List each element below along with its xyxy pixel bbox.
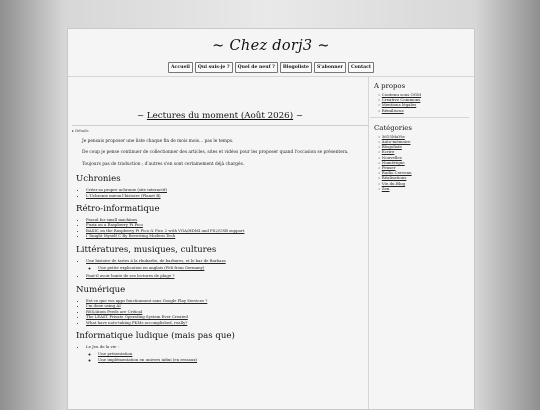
list-item xyxy=(86,258,368,271)
article-link[interactable]: Une présentation xyxy=(98,351,133,357)
sidebar-link[interactable]: Rémiliscus xyxy=(381,107,404,113)
site-title[interactable]: ~ Chez dorj3 ~ xyxy=(212,38,330,54)
sidebar-item: » Rémiliscus xyxy=(378,107,404,113)
sidebar-divider xyxy=(370,117,469,118)
list-item xyxy=(86,193,368,198)
nav-blogoliste-button[interactable]: Blogoliste xyxy=(280,62,312,73)
category-link[interactable]: Nouvelles xyxy=(381,154,402,160)
sidebar-link[interactable]: Mentions légales xyxy=(381,102,417,108)
sub-list xyxy=(86,351,368,362)
article-link[interactable]: Créer sa propre uchronie (site interactif) xyxy=(86,187,167,193)
article-link[interactable]: What have note-taking PKMs accomplished, really? xyxy=(86,319,188,325)
nav-contact-button[interactable]: Contact xyxy=(348,62,374,73)
main-content xyxy=(68,77,369,409)
sidebar-item: » Écrire xyxy=(378,149,395,155)
sidebar-item: » Creative Commons xyxy=(378,97,421,103)
article-link[interactable]: The LEAST Private Operating System Ever Created xyxy=(86,314,188,320)
sidebar-item: » Numérique xyxy=(378,159,405,165)
divider xyxy=(72,125,368,126)
post-intro xyxy=(82,139,368,168)
link-list xyxy=(72,187,368,198)
category-link[interactable]: Réalisations xyxy=(381,175,407,181)
link-list xyxy=(72,217,368,239)
page-container xyxy=(67,28,475,410)
category-link[interactable]: Zen xyxy=(381,185,390,191)
sub-list-item xyxy=(98,357,368,362)
category-link[interactable]: Auto-mémoire xyxy=(381,139,411,145)
sidebar-list-categories xyxy=(374,134,469,191)
sidebar-list-apropos xyxy=(374,92,469,113)
section-heading-numerique: Numérique xyxy=(76,284,126,295)
post-title-suffix: ~ xyxy=(295,111,304,121)
intro-paragraph: Je pensais proposer une liste chaque fin de mois mois... pas le temps. xyxy=(82,139,234,144)
sub-list-item xyxy=(98,265,368,270)
article-link[interactable]: Fuzix on a Raspberry Pi Pico xyxy=(86,222,143,228)
sidebar-item: » Contenu sous OGM xyxy=(378,92,422,97)
category-link[interactable]: Radio.Cerveau xyxy=(381,170,412,176)
category-link[interactable]: 3615MaVie xyxy=(381,133,405,139)
category-link[interactable]: Écrire xyxy=(381,149,395,155)
sidebar-item: » Auto-mémoire xyxy=(378,139,411,145)
intro-paragraph: Toujours pas de traduction ; d'autres s'en sont certainement déjà chargés. xyxy=(82,161,245,167)
category-link[interactable]: Penser xyxy=(381,165,396,171)
category-link[interactable]: Numérique xyxy=(381,159,405,165)
sidebar-link[interactable]: Contenu sous OGM xyxy=(381,92,422,97)
sidebar xyxy=(374,77,469,191)
article-link[interactable]: Une petite explication en anglais (Feli from Germany) xyxy=(98,265,205,271)
article-link[interactable]: Est-ce que vos apps fonctionnent sans Google Play Services ? xyxy=(86,297,208,303)
article-link[interactable]: Faut-il avoir honte de ses lectures de plage ? xyxy=(86,273,175,279)
article-link[interactable]: I Taught Myself C By Reverting Modern Tech xyxy=(86,233,176,239)
sidebar-heading-apropos: A propos xyxy=(374,82,406,90)
sidebar-item: » Penser xyxy=(378,165,396,171)
link-list xyxy=(72,298,368,325)
details-toggle[interactable]: ▸ Détails xyxy=(72,128,89,133)
section-heading-uchronies: Uchronies xyxy=(76,174,121,185)
nav-accueil-button[interactable]: Accueil xyxy=(168,62,193,73)
nav-quel-de-neuf-button[interactable]: Quel de neuf ? xyxy=(235,62,278,73)
section-heading-retro-informatique: Rétro-informatique xyxy=(76,204,160,215)
category-link[interactable]: Blogoliste xyxy=(381,144,402,150)
article-link[interactable]: I'm done using AI xyxy=(86,303,121,309)
article-link[interactable]: L'Uchronie mieux l'histoire (Planet B) xyxy=(86,192,161,198)
section-heading-litteratures: Littératures, musiques, cultures xyxy=(76,244,217,255)
link-list xyxy=(72,344,368,362)
sidebar-item: » Blogoliste xyxy=(378,144,402,150)
sidebar-item: » 3615MaVie xyxy=(378,133,405,139)
nav-sabonner-button[interactable]: S'abonner xyxy=(314,62,346,73)
sidebar-heading-categories: Catégories xyxy=(374,123,412,132)
list-item xyxy=(86,320,368,325)
sub-list xyxy=(86,265,368,270)
sidebar-item: » Mentions légales xyxy=(378,102,417,108)
sidebar-link[interactable]: Creative Commons xyxy=(381,97,421,103)
article-link[interactable]: Une histoire de tartes à la rhubarbe, de barbares, et le bar de Barbara xyxy=(86,257,226,263)
sidebar-item: » Radio.Cerveau xyxy=(378,170,412,176)
nav-qui-suis-je-button[interactable]: Qui suis-je ? xyxy=(195,62,233,73)
article-link[interactable]: RSS/Atom Feeds are Critical xyxy=(86,308,143,314)
site-header xyxy=(68,29,474,77)
list-item xyxy=(86,273,368,278)
article-link[interactable]: Pascal for small machines xyxy=(86,217,138,223)
category-link[interactable]: Vie.du.Blog xyxy=(381,180,406,186)
post-title-prefix: ~ xyxy=(136,111,145,121)
sidebar-item: » Réalisations xyxy=(378,175,407,181)
intro-paragraph: De coup je pense continuer de collectionner des articles, sites et vidéos pour les proposer quand l'occasion se présentera. xyxy=(82,150,349,156)
list-item-text: Le Jeu de la vie : xyxy=(86,343,119,349)
section-heading-informatique-ludique: Informatique ludique (mais pas que) xyxy=(76,330,235,341)
list-item xyxy=(86,233,368,238)
sidebar-item: » Zen xyxy=(378,185,390,191)
post-title-link[interactable]: Lectures du moment (Août 2026) xyxy=(146,111,294,121)
sidebar-item: » Nouvelles xyxy=(378,154,402,160)
top-navigation xyxy=(68,62,474,73)
list-item xyxy=(86,344,368,362)
article-link[interactable]: BASIC on the Raspberry Pi Pico & Pico 2 with VGA/HDMI and PS2/USB support xyxy=(86,227,245,233)
sidebar-item: » Vie.du.Blog xyxy=(378,180,406,186)
article-link[interactable]: Une implémentation en univers infini (en ressaux) xyxy=(98,356,198,362)
post-title xyxy=(72,111,368,121)
link-list xyxy=(72,258,368,279)
